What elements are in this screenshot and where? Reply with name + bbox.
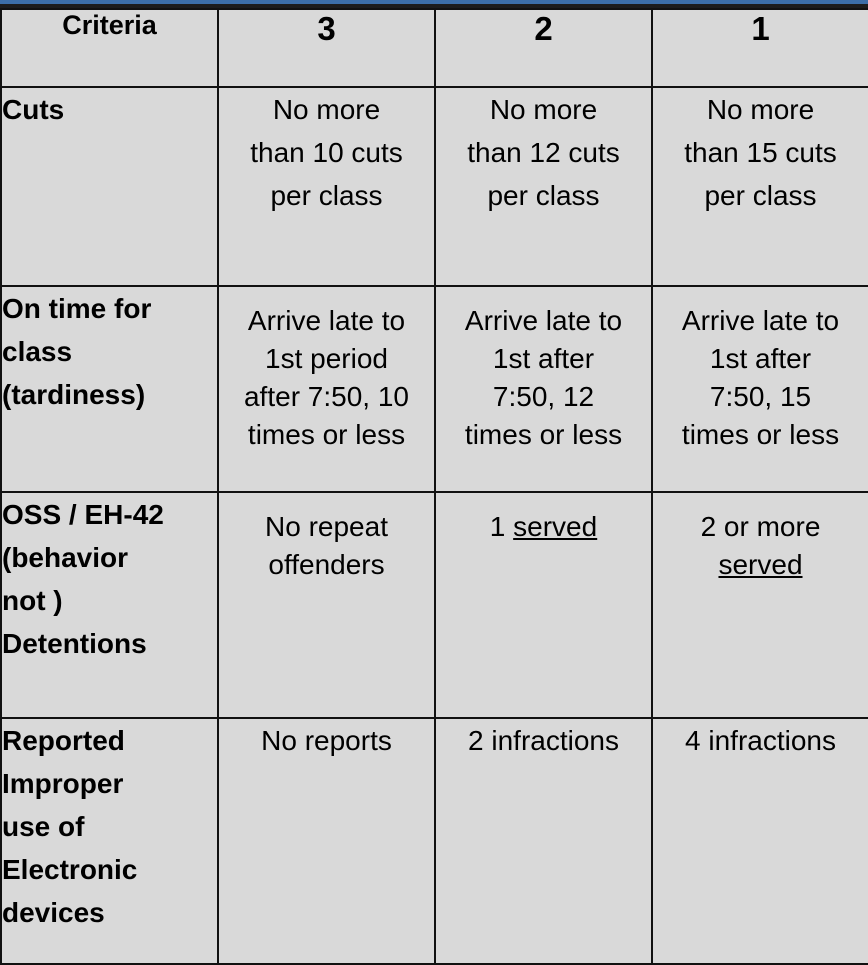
cell-line: times or less <box>464 419 623 450</box>
cell-tardiness-1 <box>652 286 868 492</box>
cell-line: 1st after <box>492 343 595 374</box>
cell-line <box>436 508 651 546</box>
cell-line: times or less <box>681 419 840 450</box>
criteria-tardiness <box>1 286 218 492</box>
header-score-3: 3 <box>218 9 435 87</box>
cell-line: than 10 cuts <box>250 137 403 168</box>
cell-line: 1st period <box>265 343 388 374</box>
criteria-line: On time for <box>2 293 152 324</box>
cell-line: 1st after <box>709 343 812 374</box>
cell-line: No more <box>272 94 381 125</box>
cell-line: per class <box>704 180 817 211</box>
cell-line: times or less <box>247 419 406 450</box>
criteria-line: Detentions <box>2 628 147 659</box>
cell-tardiness-3 <box>218 286 435 492</box>
cell-line: Arrive late to <box>464 305 623 336</box>
cell-cuts-3 <box>218 87 435 286</box>
cell-oss-3 <box>218 492 435 718</box>
criteria-line: (behavior <box>2 542 129 573</box>
served-underlined: served <box>513 511 598 542</box>
criteria-line: Reported <box>2 725 125 756</box>
criteria-line: (tardiness) <box>2 379 146 410</box>
criteria-cuts <box>1 87 218 286</box>
cell-electronic-2 <box>435 718 652 964</box>
criteria-line: Improper <box>2 768 124 799</box>
cell-line: 7:50, 15 <box>709 381 812 412</box>
cell-oss-2 <box>435 492 652 718</box>
table-row-cuts <box>1 87 868 286</box>
criteria-line: OSS / EH-42 <box>2 499 164 530</box>
table-header-row <box>1 9 868 87</box>
cell-line: 2 infractions <box>468 725 619 756</box>
cell-line: 4 infractions <box>685 725 836 756</box>
cell-line: per class <box>487 180 600 211</box>
cell-cuts-2 <box>435 87 652 286</box>
criteria-oss <box>1 492 218 718</box>
cell-line: No more <box>489 94 598 125</box>
cell-line: No reports <box>261 725 392 756</box>
criteria-line: not ) <box>2 585 63 616</box>
cell-prefix: 1 <box>489 511 514 542</box>
cell-cuts-1 <box>652 87 868 286</box>
rubric-table <box>0 8 868 965</box>
cell-tardiness-2 <box>435 286 652 492</box>
cell-line: 2 or more <box>700 511 821 542</box>
cell-line: per class <box>270 180 383 211</box>
cell-electronic-1 <box>652 718 868 964</box>
cell-line: than 15 cuts <box>684 137 837 168</box>
cell-line: than 12 cuts <box>467 137 620 168</box>
header-score-1: 1 <box>652 9 868 87</box>
cell-line: offenders <box>268 549 385 580</box>
header-score-2: 2 <box>435 9 652 87</box>
criteria-cuts-line: Cuts <box>2 94 65 125</box>
cell-electronic-3 <box>218 718 435 964</box>
table-row-electronic-devices <box>1 718 868 964</box>
table-row-oss <box>1 492 868 718</box>
table-row-tardiness <box>1 286 868 492</box>
cell-line: No more <box>706 94 815 125</box>
cell-line: after 7:50, 10 <box>243 381 409 412</box>
criteria-line: class <box>2 336 73 367</box>
cell-line: Arrive late to <box>247 305 406 336</box>
served-underlined: served <box>718 549 803 580</box>
criteria-line: use of <box>2 811 85 842</box>
criteria-line: Electronic <box>2 854 138 885</box>
cell-line: Arrive late to <box>681 305 840 336</box>
header-criteria: Criteria <box>1 9 218 87</box>
cell-oss-1 <box>652 492 868 718</box>
cell-line: 7:50, 12 <box>492 381 595 412</box>
criteria-line: devices <box>2 897 105 928</box>
cell-line: No repeat <box>265 511 388 542</box>
criteria-electronic-devices <box>1 718 218 964</box>
